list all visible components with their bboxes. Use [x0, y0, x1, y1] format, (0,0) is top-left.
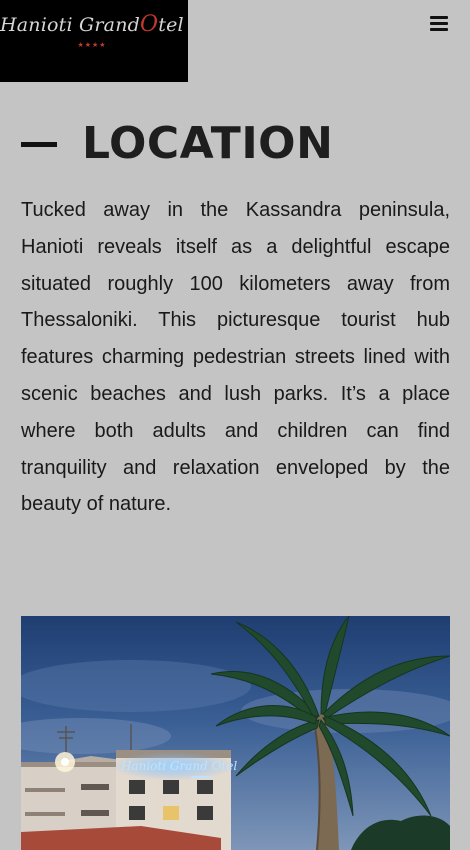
logo-text-tail: tel [158, 14, 184, 36]
section-title: LOCATION [82, 118, 334, 169]
menu-bar [430, 28, 448, 31]
menu-bar [430, 22, 448, 25]
hotel-photo [21, 616, 450, 850]
site-logo[interactable] [0, 0, 188, 82]
logo-text-main: Hanioti Grand [0, 14, 140, 36]
logo-text-highlight: O [140, 12, 159, 37]
menu-bar [430, 16, 448, 19]
hamburger-menu-icon[interactable] [426, 13, 452, 35]
logo-stars: ★★★★ [77, 42, 107, 49]
logo-wordmark [0, 12, 182, 37]
location-description: Tucked away in the Kassandra peninsula, Hanioti reveals itself as a delightful escape situated roughly 100 kilometers away from Thessaloniki. This picturesque tourist hub features charming pedestrian streets lined with scenic beaches and lush parks. It’s a place where both adults and children can find tranquility and relaxation enveloped by the beauty of nature. [21, 199, 450, 516]
section-heading-dash [21, 142, 57, 147]
hotel-photo-illustration [21, 616, 450, 850]
svg-text:Hanioti Grand Otel: Hanioti Grand Otel [121, 759, 238, 773]
